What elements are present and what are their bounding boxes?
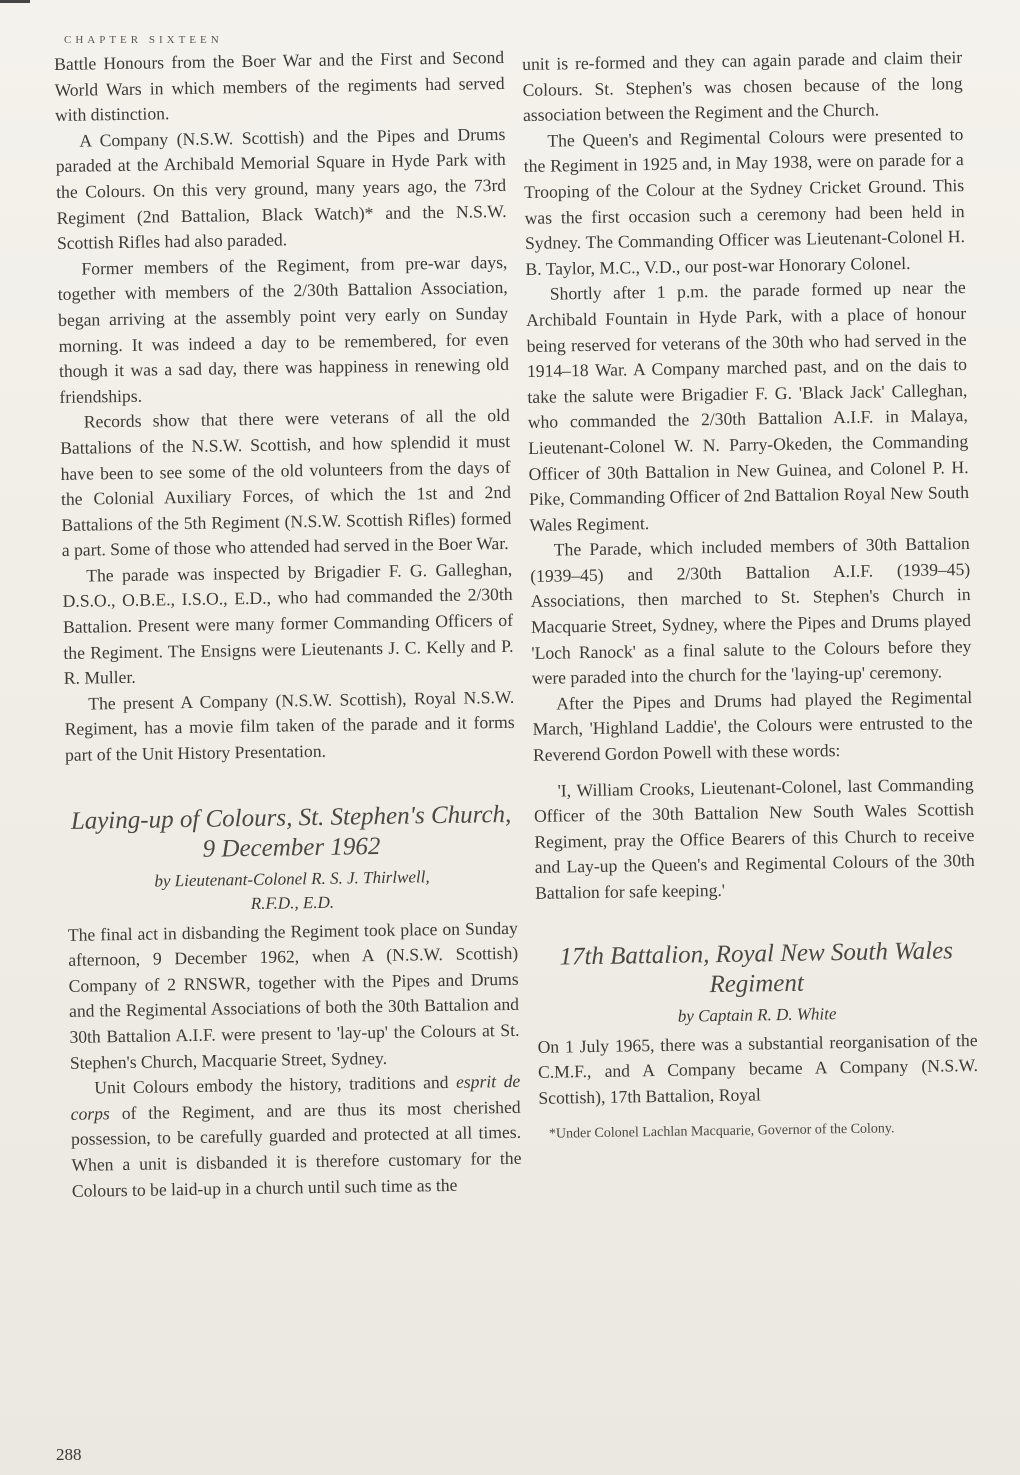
paragraph: A Company (N.S.W. Scottish) and the Pipes and Drums paraded at the Archibald Memorial Square in Hyde Park with the Colours. On this very ground, many years ago, the 73rd Regiment (2nd Battalion, Black Watch)* and the N.S.W. Scottish Rifles had also paraded. xyxy=(55,123,507,254)
quotation: 'I, William Crooks, Lieutenant-Colonel, last Commanding Officer of the 30th Battalion New South Wales Scottish Regiment, pray the Office Bearers of this Church to receive and Lay-up the Queen's and Regimental Colours of the 30th Battalion for safe keeping.' xyxy=(533,773,975,903)
running-head: CHAPTER SIXTEEN xyxy=(64,34,223,46)
paragraph: The parade was inspected by Brigadier F. G. Galleghan, D.S.O., O.B.E., I.S.O., E.D., who had commanded the 2/30th Battalion. Present were many former Commanding Officers of the Regiment. The Ensigns were Lieutenants J. C. Kelly and P. R. Muller. xyxy=(62,558,514,689)
paragraph xyxy=(70,1069,522,1204)
paragraph: Battle Honours from the Boer War and the First and Second World Wars in which members of the regiments had served with distinction. xyxy=(54,46,505,126)
section-byline: by Captain R. D. White xyxy=(677,1003,837,1026)
paragraph: The Parade, which included members of 30th Battalion (1939–45) and 2/30th Battalion A.I.F. (1939–45) Associations, then marched to St. Stephen's Church in Macquarie Street, Sydney, where the Pipes and Drums played 'Loch Ranock' as a final salute to the Colours before they were paraded into the church for the 'laying-up' ceremony. xyxy=(530,533,972,689)
paragraph: After the Pipes and Drums had played the Regimental March, 'Highland Laddie', the Colours were entrusted to the Reverend Gordon Powell with these words: xyxy=(532,686,973,765)
byline-name: by Lieutenant-Colonel R. S. J. Thirlwell, xyxy=(154,866,430,891)
footnote: *Under Colonel Lachlan Macquarie, Governor of the Colony. xyxy=(548,1121,895,1143)
right-column xyxy=(522,45,979,1145)
paragraph: Former members of the Regiment, from pre-war days, together with members of the 2/30th Battalion Association, began arriving at the assembly point very early on Sunday morning. It was indeed a day to be remembered, for even though it was a sad day, there was happiness in renewing old friendships. xyxy=(57,251,510,407)
paragraph: The present A Company (N.S.W. Scottish), Royal N.S.W. Regiment, has a movie film taken of the parade and it forms part of the Unit History Presentation. xyxy=(64,686,515,765)
paragraph: Shortly after 1 p.m. the parade formed up near the Archibald Fountain in Hyde Park, with a place of honour being reserved for veterans of the 30th who had served in the 1914–18 War. A Company marched past, and on the dais to take the salute were Brigadier F. G. 'Black Jack' Calleghan, who commanded the 2/30th Battalion A.I.F. in Malaya, Lieutenant-Colonel W. N. Parry-Okeden, the Commanding Officer of 30th Battalion in New Guinea, and Colonel P. H. Pike, Commanding Officer of 2nd Battalion Royal New South Wales Regiment. xyxy=(526,277,970,535)
section-heading: Laying-up of Colours, St. Stephen's Church, 9 December 1962 xyxy=(70,800,512,863)
byline-honours: R.F.D., E.D. xyxy=(250,892,335,913)
paragraph: On 1 July 1965, there was a substantial reorganisation of the C.M.F., and A Company became A Company (N.S.W. Scottish), 17th Battalion, Royal xyxy=(537,1029,979,1108)
section-heading: 17th Battalion, Royal New South Wales Regiment xyxy=(559,936,954,998)
paragraph: The final act in disbanding the Regiment took place on Sunday afternoon, 9 December 1962, when A (N.S.W. Scottish) Company of 2 RNSWR, together with the Pipes and Drums and the Regimental Associations of both the 30th Battalion and 30th Battalion A.I.F. were present to 'lay-up' the Colours at St. Stephen's Church, Macquarie Street, Sydney. xyxy=(67,917,520,1073)
page-number: 288 xyxy=(56,1445,82,1464)
paragraph-text: of the Regiment, and are thus its most cherished possession, to be carefully guarded and protected at all times. When a unit is disbanded it is therefore customary for the Colours to be laid-up in a church until such time as the xyxy=(70,1096,522,1201)
left-column xyxy=(54,45,522,1204)
paragraph: unit is re-formed and they can again parade and claim their Colours. St. Stephen's was chosen because of the long association between the Regiment and the Church. xyxy=(522,47,963,126)
italic-phrase: esprit de corps xyxy=(70,1070,521,1124)
paragraph: Records show that there were veterans of all the old Battalions of the N.S.W. Scottish, and how splendid it must have been to see some of the old volunteers from the days of the Colonial Auxiliary Forces, of which the 1st and 2nd Battalions of the 5th Regiment (N.S.W. Scottish Rifles) formed a part. Some of those who attended had served in the Boer War. xyxy=(60,405,512,561)
paragraph: The Queen's and Regimental Colours were presented to the Regiment in 1925 and, in May 1938, were on parade for a Trooping of the Colour at the Sydney Cricket Ground. This was the first occasion such a ceremony had been held in Sydney. The Commanding Officer was Lieutenant-Colonel H. B. Taylor, M.C., V.D., our post-war Honorary Colonel. xyxy=(523,123,966,279)
page-edge-rule xyxy=(0,0,30,3)
section-byline xyxy=(67,863,518,918)
paragraph-text: Unit Colours embody the history, traditions and xyxy=(94,1072,457,1098)
